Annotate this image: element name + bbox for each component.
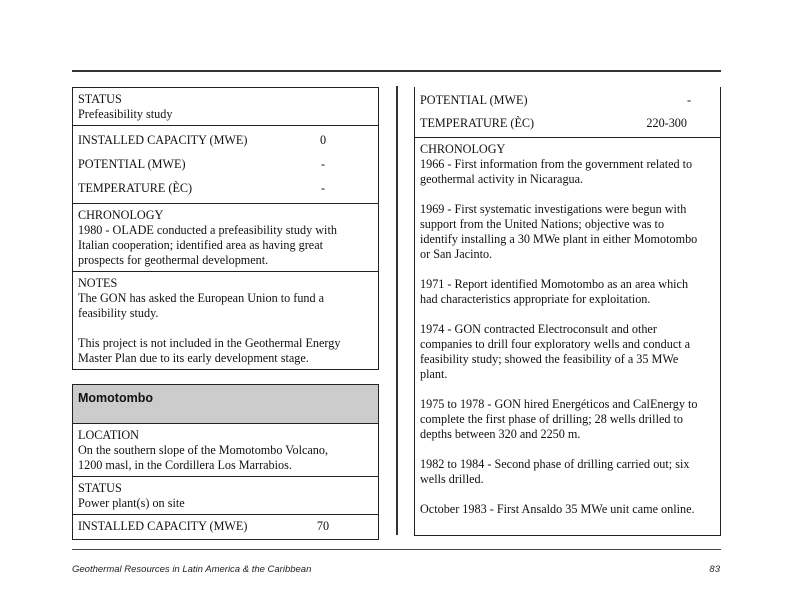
metric-value: - [320, 157, 326, 171]
status-text: Prefeasibility study [78, 107, 173, 121]
metric-label: TEMPERATURE (ЀC) [78, 181, 193, 195]
metric-value: 220-300 [646, 116, 687, 130]
page-number: 83 [709, 564, 720, 575]
location-line: On the southern slope of the Momotombo Volcano, [78, 443, 329, 457]
chronology-line: 1966 - First information from the government related to [420, 157, 693, 171]
metric-row-potential [415, 89, 720, 112]
left-column [72, 87, 379, 540]
location-section [73, 424, 378, 476]
chronology-line: 1980 - OLADE conducted a prefeasibility study with [78, 223, 337, 237]
metrics-section [415, 87, 720, 137]
metric-value: 0 [319, 133, 327, 147]
location-heading: LOCATION [78, 428, 139, 442]
status-heading: STATUS [78, 92, 122, 106]
status-heading: STATUS [78, 481, 122, 495]
chronology-line: 1982 to 1984 - Second phase of drilling carried out; six [420, 457, 690, 471]
metric-label: INSTALLED CAPACITY (MWE) [78, 519, 248, 533]
chronology-line: support from the United Nations; objective was to [420, 217, 665, 231]
chronology-line: prospects for geothermal development. [78, 253, 269, 267]
right-column [414, 87, 721, 536]
metric-row-temperature [415, 112, 720, 135]
notes-section [73, 271, 378, 369]
chronology-line: identify installing a 30 MWe plant in either Momotombo [420, 232, 698, 246]
location-line: 1200 masl, in the Cordillera Los Marrabios. [78, 458, 292, 472]
status-section [73, 476, 378, 514]
chronology-line: plant. [420, 367, 448, 381]
notes-heading: NOTES [78, 276, 118, 290]
notes-line: Master Plan due to its early development stage. [78, 351, 309, 365]
metric-label: INSTALLED CAPACITY (MWE) [78, 133, 248, 147]
chronology-line: geothermal activity in Nicaragua. [420, 172, 584, 186]
footer-title: Geothermal Resources in Latin America & the Caribbean [72, 564, 312, 575]
status-section [73, 88, 378, 125]
chronology-line: had characteristics appropriate for exploitation. [420, 292, 651, 306]
chronology-heading: CHRONOLOGY [420, 142, 506, 156]
metric-row-installed [73, 129, 378, 153]
metric-row-installed [73, 515, 378, 539]
metric-row-temperature [73, 177, 378, 201]
metric-value: - [686, 93, 691, 107]
metrics-section [73, 125, 378, 203]
metric-label: POTENTIAL (MWE) [420, 93, 528, 107]
field-title-momotombo: Momotombo [72, 384, 379, 424]
chronology-line: depths between 320 and 2250 m. [420, 427, 581, 441]
chronology-section [415, 137, 720, 535]
chronology-line: or San Jacinto. [420, 247, 493, 261]
chronology-line: wells drilled. [420, 472, 484, 486]
metric-row-potential [73, 153, 378, 177]
chronology-heading: CHRONOLOGY [78, 208, 164, 222]
chronology-line: 1971 - Report identified Momotombo as an area which [420, 277, 689, 291]
chronology-line: Italian cooperation; identified area as having great [78, 238, 323, 252]
status-text: Power plant(s) on site [78, 496, 185, 510]
chronology-line: 1974 - GON contracted Electroconsult and other [420, 322, 657, 336]
momotombo-field-box [72, 424, 379, 540]
prefeasibility-field-box [72, 87, 379, 370]
chronology-line: complete the first phase of drilling; 28 wells drilled to [420, 412, 683, 426]
metric-label: POTENTIAL (MWE) [78, 157, 186, 171]
chronology-line: 1969 - First systematic investigations were begun with [420, 202, 687, 216]
notes-line: This project is not included in the Geothermal Energy [78, 336, 341, 350]
momotombo-continued-box [414, 87, 721, 536]
metric-value: - [320, 181, 326, 195]
column-divider [396, 86, 398, 535]
footer-rule [72, 549, 721, 550]
notes-line: feasibility study. [78, 306, 159, 320]
metric-label: TEMPERATURE (ЀC) [420, 116, 535, 130]
chronology-line: feasibility study; showed the feasibility of a 35 MWe [420, 352, 679, 366]
chronology-line: 1975 to 1978 - GON hired Energéticos and CalEnergy to [420, 397, 698, 411]
header-rule [72, 70, 721, 72]
installed-section [73, 514, 378, 539]
chronology-section [73, 203, 378, 271]
metric-value: 70 [316, 519, 330, 533]
chronology-line: companies to drill four exploratory wells and conduct a [420, 337, 691, 351]
notes-line: The GON has asked the European Union to fund a [78, 291, 325, 305]
chronology-line: October 1983 - First Ansaldo 35 MWe unit came online. [420, 502, 695, 516]
